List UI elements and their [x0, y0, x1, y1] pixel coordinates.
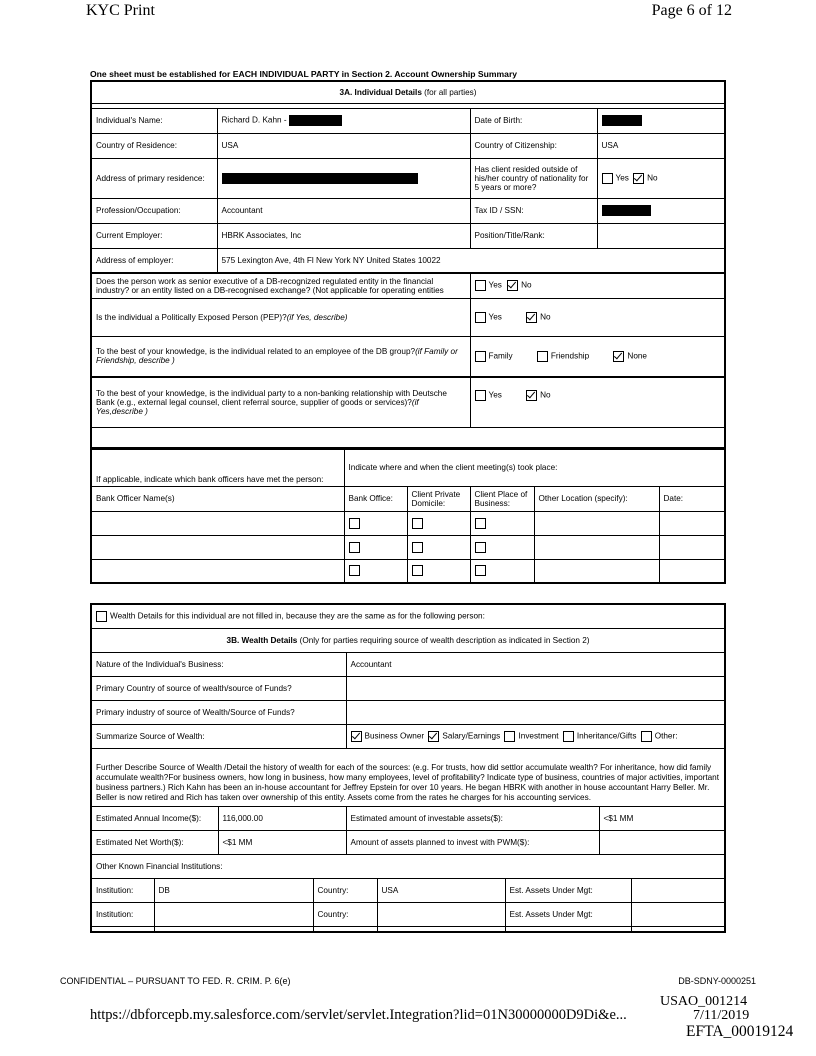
other-source-checkbox[interactable] — [641, 731, 652, 742]
primary-country-label: Primary Country of source of wealth/source of Funds? — [91, 676, 346, 700]
redaction-box — [602, 205, 651, 216]
bank-officer-meeting-table — [90, 447, 726, 584]
col-officer-names: Bank Officer Name(s) — [91, 486, 344, 511]
institution-label: Institution: — [91, 878, 154, 902]
pep-yes-checkbox[interactable] — [475, 312, 486, 323]
date-input[interactable] — [659, 559, 725, 583]
resided-question: Has client resided outside of his/her country of nationality for 5 years or more? — [470, 158, 597, 198]
officer-name-input[interactable] — [91, 511, 344, 535]
business-value: Accountant — [346, 652, 725, 676]
same-as-note: Wealth Details for this individual are not filled in, because they are the same as for the following person: — [91, 604, 725, 628]
page-number: Page 6 of 12 — [651, 2, 732, 19]
section-3a-title: 3A. Individual Details (for all parties) — [91, 81, 725, 103]
nonbanking-no-checkbox[interactable] — [526, 390, 537, 401]
citizenship-label: Country of Citizenship: — [470, 133, 597, 158]
same-as-checkbox[interactable] — [96, 611, 107, 622]
tax-id-value — [597, 198, 725, 223]
country-label: Country: — [313, 902, 377, 926]
resided-yes-checkbox[interactable] — [602, 173, 613, 184]
employer-label: Current Employer: — [91, 223, 217, 248]
institution-row — [91, 878, 725, 902]
summarize-label: Summarize Source of Wealth: — [91, 724, 346, 748]
related-family-checkbox[interactable] — [475, 351, 486, 362]
name-label: Individual's Name: — [91, 108, 217, 133]
col-private-domicile: Client Private Domicile: — [407, 486, 470, 511]
individual-details-table — [90, 80, 726, 450]
investable-assets-value: <$1 MM — [599, 806, 725, 830]
redaction-box — [289, 115, 342, 126]
employer-address-label: Address of employer: — [91, 248, 217, 273]
net-worth-label: Estimated Net Worth($): — [91, 830, 218, 854]
institution-value — [154, 902, 313, 926]
confidential-notice: CONFIDENTIAL – PURSUANT TO FED. R. CRIM. P. 6(e) — [60, 976, 291, 986]
source-url: https://dbforcepb.my.salesforce.com/servlet/servlet.Integration?lid=01N30000000D9Di&e... — [90, 1007, 627, 1023]
table-row-cut — [91, 926, 725, 932]
pep-no-checkbox[interactable] — [526, 312, 537, 323]
spacer-row — [91, 427, 725, 449]
related-friendship-checkbox[interactable] — [537, 351, 548, 362]
redaction-box — [222, 173, 418, 184]
efta-stamp: EFTA_00019124 — [686, 1023, 794, 1040]
citizenship-value: USA — [597, 133, 725, 158]
country-value — [377, 902, 505, 926]
institution-label: Institution: — [91, 902, 154, 926]
other-location-input[interactable] — [534, 511, 659, 535]
date-input[interactable] — [659, 535, 725, 559]
print-date: 7/11/2019 — [693, 1008, 750, 1023]
bank-office-checkbox[interactable] — [349, 565, 360, 576]
employer-address-value: 575 Lexington Ave, 4th Fl New York NY United States 10022 — [217, 248, 725, 273]
table-row — [91, 535, 725, 559]
country-label: Country: — [313, 878, 377, 902]
pep-question: Is the individual a Politically Exposed Person (PEP)?(if Yes, describe) — [91, 298, 470, 336]
private-domicile-checkbox[interactable] — [412, 542, 423, 553]
inheritance-checkbox[interactable] — [563, 731, 574, 742]
planned-investment-label: Amount of assets planned to invest with PWM($): — [346, 830, 599, 854]
wealth-details-table — [90, 603, 726, 933]
dob-label: Date of Birth: — [470, 108, 597, 133]
redaction-box — [602, 115, 642, 126]
annual-income-value: 116,000.00 — [218, 806, 346, 830]
investment-checkbox[interactable] — [504, 731, 515, 742]
primary-country-value — [346, 676, 725, 700]
meeting-label: Indicate where and when the client meeting(s) took place: — [344, 448, 725, 486]
bank-office-checkbox[interactable] — [349, 518, 360, 529]
col-date: Date: — [659, 486, 725, 511]
business-owner-checkbox[interactable] — [351, 731, 362, 742]
employer-value: HBRK Associates, Inc — [217, 223, 470, 248]
print-header-title: KYC Print — [86, 2, 155, 19]
private-domicile-checkbox[interactable] — [412, 518, 423, 529]
tax-id-label: Tax ID / SSN: — [470, 198, 597, 223]
nonbanking-yes-checkbox[interactable] — [475, 390, 486, 401]
date-input[interactable] — [659, 511, 725, 535]
address-value — [217, 158, 470, 198]
usao-stamp: USAO_001214 — [660, 994, 748, 1009]
place-of-business-checkbox[interactable] — [475, 565, 486, 576]
table-row — [91, 511, 725, 535]
place-of-business-checkbox[interactable] — [475, 518, 486, 529]
senior-exec-yes-checkbox[interactable] — [475, 280, 486, 291]
business-label: Nature of the Individual's Business: — [91, 652, 346, 676]
officer-name-input[interactable] — [91, 535, 344, 559]
related-none-checkbox[interactable] — [613, 351, 624, 362]
salary-checkbox[interactable] — [428, 731, 439, 742]
investable-assets-label: Estimated amount of investable assets($): — [346, 806, 599, 830]
section-intro-note: One sheet must be established for EACH INDIVIDUAL PARTY in Section 2. Account Ownership Summary — [90, 69, 518, 79]
residence-label: Country of Residence: — [91, 133, 217, 158]
assets-under-mgt-label: Est. Assets Under Mgt: — [505, 878, 631, 902]
resided-answer: Yes No — [597, 158, 725, 198]
country-value: USA — [377, 878, 505, 902]
col-bank-office: Bank Office: — [344, 486, 407, 511]
primary-industry-label: Primary industry of source of Wealth/Source of Funds? — [91, 700, 346, 724]
assets-under-mgt-label: Est. Assets Under Mgt: — [505, 902, 631, 926]
profession-label: Profession/Occupation: — [91, 198, 217, 223]
position-label: Position/Title/Rank: — [470, 223, 597, 248]
dob-value — [597, 108, 725, 133]
assets-under-mgt-value — [631, 878, 725, 902]
senior-exec-no-checkbox[interactable] — [507, 280, 518, 291]
institution-row — [91, 902, 725, 926]
nonbanking-answer: Yes No — [470, 377, 725, 427]
position-value — [597, 223, 725, 248]
source-of-wealth-options: Business Owner Salary/Earnings Investment Inheritance/Gifts Other: — [346, 724, 725, 748]
address-label: Address of primary residence: — [91, 158, 217, 198]
resided-no-checkbox[interactable] — [633, 173, 644, 184]
profession-value: Accountant — [217, 198, 470, 223]
bank-office-checkbox[interactable] — [349, 542, 360, 553]
officers-label: If applicable, indicate which bank officers have met the person: — [91, 448, 344, 486]
other-location-input[interactable] — [534, 535, 659, 559]
net-worth-value: <$1 MM — [218, 830, 346, 854]
related-answer: Family Friendship None — [470, 336, 725, 377]
primary-industry-value — [346, 700, 725, 724]
bates-number: DB-SDNY-0000251 — [678, 976, 756, 986]
planned-investment-value — [599, 830, 725, 854]
nonbanking-question: To the best of your knowledge, is the individual party to a non-banking relationship with Deutsche Bank (e.g., external legal counsel, client referral source, supplier of goods or services)?(if Yes,describe ) — [91, 377, 470, 427]
senior-exec-question: Does the person work as senior executive of a DB-recognized regulated entity in the financial industry? or an entity listed on a DB-recognised exchange? (Not applicable for operating entities — [91, 273, 470, 298]
table-row — [91, 559, 725, 583]
institution-value: DB — [154, 878, 313, 902]
annual-income-label: Estimated Annual Income($): — [91, 806, 218, 830]
pep-answer: Yes No — [470, 298, 725, 336]
senior-exec-answer: Yes No — [470, 273, 725, 298]
residence-value: USA — [217, 133, 470, 158]
other-institutions-label: Other Known Financial Institutions: — [91, 854, 725, 878]
name-value: Richard D. Kahn - — [217, 108, 470, 133]
related-question: To the best of your knowledge, is the individual related to an employee of the DB group?(if Family or Friendship, describe ) — [91, 336, 470, 377]
col-place-of-business: Client Place of Business: — [470, 486, 534, 511]
place-of-business-checkbox[interactable] — [475, 542, 486, 553]
other-location-input[interactable] — [534, 559, 659, 583]
officer-name-input[interactable] — [91, 559, 344, 583]
col-other-location: Other Location (specify): — [534, 486, 659, 511]
section-3b-title: 3B. Wealth Details (Only for parties requiring source of wealth description as indicated in Section 2) — [91, 628, 725, 652]
assets-under-mgt-value — [631, 902, 725, 926]
further-describe-text: Further Describe Source of Wealth /Detail the history of wealth for each of the sources: (e.g. For trusts, how did settlor accumulate wealth? For inheritance, how did family accumulate wealth?For business owners, how long in business, how many employees, level of profitability? Indicate type of business, countries of major activities, important business partners.) Rich Kahn has been an in-house accountant for Jeffrey Epstein for over 10 years. He began HBRK with another in house accountant Harry Beller. Mr. Beller is now retired and Rich has taken over ownership of this entity. Assets come from the rates he charges for his accounting services. — [91, 748, 725, 806]
private-domicile-checkbox[interactable] — [412, 565, 423, 576]
